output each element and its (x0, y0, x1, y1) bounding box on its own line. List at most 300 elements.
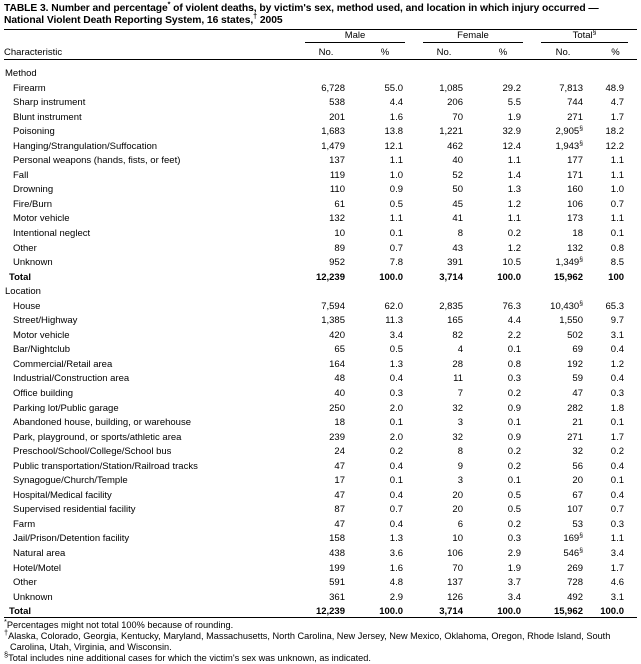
cell-female-no: 41 (452, 213, 463, 225)
cell-male-pct: 12.1 (384, 140, 403, 152)
cell-female-no: 4 (457, 344, 463, 356)
row-label: Street/Highway (13, 315, 78, 327)
cell-total-pct: 1.0 (610, 184, 625, 196)
cell-male-pct: 0.4 (389, 373, 403, 385)
table-row (4, 254, 637, 269)
cell-female-pct: 1.3 (507, 184, 521, 196)
cell-male-pct: 3.4 (389, 329, 403, 341)
title-footnote-marker-asterisk: * (167, 0, 171, 9)
cell-female-no: 50 (452, 184, 463, 196)
cell-total-no: 10,430§ (550, 299, 583, 312)
row-label: Natural area (13, 548, 66, 559)
cell-female-pct: 0.3 (507, 533, 521, 545)
cell-total-pct: 48.9 (605, 82, 625, 94)
cell-female-pct: 0.2 (507, 460, 521, 472)
cell-female-no: 8 (457, 227, 463, 239)
table-row (4, 472, 637, 487)
cell-total-no: 47 (572, 387, 583, 399)
cell-female-pct: 3.4 (507, 591, 521, 603)
cell-male-no: 538 (329, 97, 345, 109)
cell-male-no: 438 (329, 548, 345, 559)
cell-total-pct: 4.7 (610, 97, 625, 109)
cell-female-no: 3,714 (439, 606, 463, 618)
cell-total-pct: 100.0 (600, 606, 625, 618)
table-row (4, 239, 637, 254)
cell-male-pct: 1.3 (389, 358, 403, 370)
cell-female-pct: 1.2 (507, 242, 521, 254)
column-group-female-label: Female (423, 30, 523, 43)
cell-female-pct: 0.2 (507, 518, 521, 530)
cell-total-pct: 0.4 (610, 460, 625, 472)
table-row (4, 123, 637, 138)
cell-female-no: 126 (447, 591, 463, 603)
table-header-groups (4, 30, 637, 44)
table-row (4, 94, 637, 109)
cell-female-pct: 0.8 (507, 358, 521, 370)
cell-female-pct: 1.1 (507, 155, 521, 167)
cell-female-no: 28 (452, 358, 463, 370)
cell-female-pct: 5.5 (507, 97, 521, 109)
cell-female-no: 206 (447, 97, 463, 109)
table-row (4, 559, 637, 574)
cell-female-no: 10 (452, 533, 463, 545)
row-label: Park, playground, or sports/athletic area (13, 431, 182, 443)
cell-male-no: 6,728 (321, 82, 345, 94)
cell-female-pct: 10.5 (502, 257, 521, 269)
cell-total-no: 502 (567, 329, 583, 341)
cell-total-pct: 1.1 (610, 169, 625, 181)
cell-female-pct: 0.1 (507, 344, 521, 356)
cell-female-pct: 1.9 (507, 111, 521, 123)
cell-total-pct: 0.4 (610, 344, 625, 356)
cell-female-pct: 0.5 (507, 504, 521, 516)
row-label: Fall (13, 169, 29, 181)
row-label: Farm (13, 518, 36, 530)
row-label: Public transportation/Station/Railroad tracks (13, 460, 198, 472)
cell-male-pct: 4.8 (389, 577, 403, 589)
cell-male-no: 591 (329, 577, 345, 589)
table-row (4, 588, 637, 603)
cell-male-no: 40 (334, 387, 345, 399)
row-label: Unknown (13, 591, 53, 603)
cell-male-no: 47 (334, 460, 345, 472)
row-label: Hospital/Medical facility (13, 489, 112, 501)
cell-male-pct: 1.3 (389, 533, 403, 545)
cell-total-pct: 3.1 (610, 329, 625, 341)
cell-male-pct: 11.3 (385, 315, 403, 327)
cell-male-pct: 3.6 (389, 548, 403, 559)
cell-total-pct: 65.3 (605, 300, 625, 312)
cell-male-pct: 55.0 (384, 82, 403, 94)
cell-total-no: 1,943§ (555, 139, 583, 152)
footnotes (4, 617, 637, 664)
cell-male-no: 1,479 (321, 140, 345, 152)
cell-female-pct: 4.4 (507, 315, 521, 327)
cell-total-pct: 1.1 (610, 155, 625, 167)
cell-male-no: 65 (334, 344, 345, 356)
cell-male-pct: 0.5 (389, 344, 403, 356)
cell-total-no-sup: § (579, 299, 583, 307)
cell-male-no: 952 (329, 257, 345, 269)
table-row (4, 399, 637, 414)
table-row (4, 341, 637, 356)
cell-male-no: 110 (329, 184, 345, 196)
row-label: Unknown (13, 257, 53, 269)
table-row (4, 428, 637, 443)
cell-total-no: 173 (567, 213, 583, 225)
cell-male-no: 17 (334, 475, 345, 487)
cell-female-pct: 1.9 (507, 562, 521, 574)
table-row (4, 486, 637, 501)
footnote-2-cont: Carolina, Utah, Virginia, and Wisconsin. (10, 642, 172, 652)
cell-female-no: 1,221 (439, 126, 463, 138)
cell-male-no: 201 (329, 111, 345, 123)
cell-total-no: 69 (572, 344, 583, 356)
section-header-row (4, 283, 637, 298)
table-row (4, 574, 637, 589)
column-group-total (532, 30, 637, 44)
cell-female-no: 3,714 (439, 271, 463, 283)
cell-total-pct: 0.1 (610, 475, 625, 487)
column-group-total-label: Total§ (541, 30, 628, 43)
cell-total-no: 269 (567, 562, 583, 574)
row-label: Fire/Burn (13, 198, 53, 210)
cell-total-no: 21 (572, 417, 583, 429)
cell-male-pct: 1.6 (389, 111, 403, 123)
cell-female-pct: 29.2 (502, 82, 521, 94)
cell-female-pct: 100.0 (497, 271, 521, 283)
cell-male-pct: 2.0 (389, 431, 403, 443)
row-label: Motor vehicle (13, 329, 70, 341)
cell-total-no: 7,813 (559, 82, 583, 94)
cell-male-pct: 7.8 (389, 257, 403, 269)
cell-male-pct: 0.3 (389, 387, 403, 399)
cell-total-pct: 1.2 (610, 358, 625, 370)
cell-total-no: 15,962 (553, 606, 583, 618)
cell-total-pct: 9.7 (610, 315, 625, 327)
cell-total-no: 53 (572, 518, 583, 530)
cell-total-no: 546§ (563, 546, 583, 559)
column-group-male-label: Male (305, 30, 405, 43)
cell-female-pct: 2.2 (507, 329, 521, 341)
table-row (4, 108, 637, 123)
cell-total-no-sup: § (579, 546, 583, 554)
table-row (4, 195, 637, 210)
row-label: Synagogue/Church/Temple (13, 475, 128, 487)
cell-female-no: 165 (447, 315, 463, 327)
cell-female-no: 8 (457, 446, 463, 458)
cell-female-no: 6 (457, 518, 463, 530)
cell-total-no: 744 (567, 97, 583, 109)
cell-male-no: 18 (334, 417, 345, 429)
cell-total-no-sup: § (579, 139, 583, 147)
footnote-3-marker: § (4, 649, 9, 659)
table-row (4, 355, 637, 370)
cell-male-no: 119 (329, 169, 345, 181)
cell-total-pct: 1.8 (610, 402, 625, 414)
table-row (4, 515, 637, 530)
cell-male-pct: 100.0 (379, 606, 403, 618)
cell-female-no: 3 (457, 417, 463, 429)
cell-total-no: 18 (572, 227, 583, 239)
row-label: Intentional neglect (13, 227, 91, 239)
footnote-2 (4, 628, 637, 653)
footnote-1-text: Percentages might not total 100% because of rounding. (6, 620, 234, 631)
cell-total-no: 59 (572, 373, 583, 385)
cell-female-no: 82 (452, 329, 463, 341)
cell-male-pct: 0.5 (389, 198, 403, 210)
cell-male-pct: 0.4 (389, 489, 403, 501)
row-label: Total (9, 606, 31, 618)
cell-male-no: 158 (329, 533, 345, 545)
cell-female-pct: 0.9 (507, 402, 521, 414)
header-female-no: No. (436, 47, 452, 59)
cell-male-no: 12,239 (315, 606, 345, 618)
row-label: Drowning (13, 184, 54, 196)
cell-total-pct: 12.2 (605, 140, 625, 152)
table-body (4, 30, 637, 618)
cell-female-no: 106 (447, 548, 463, 559)
cell-total-pct: 1.7 (610, 111, 625, 123)
cell-male-no: 47 (334, 518, 345, 530)
cell-male-pct: 0.4 (389, 518, 403, 530)
cell-male-pct: 0.4 (389, 460, 403, 472)
cell-male-no: 132 (329, 213, 345, 225)
cell-total-no: 107 (567, 504, 583, 516)
section-label: Location (5, 286, 41, 298)
cell-total-no: 171 (567, 169, 583, 181)
cell-female-no: 1,085 (439, 82, 463, 94)
table-bottom-rule (4, 617, 637, 618)
cell-total-pct: 0.1 (610, 227, 625, 239)
table-row (4, 370, 637, 385)
cell-total-pct: 1.1 (610, 213, 625, 225)
cell-male-pct: 62.0 (384, 300, 403, 312)
cell-total-pct: 0.2 (610, 446, 625, 458)
section-total-row (4, 603, 637, 618)
cell-total-no: 20 (572, 475, 583, 487)
cell-total-pct: 0.7 (610, 504, 625, 516)
cell-male-pct: 1.6 (389, 562, 403, 574)
cell-male-pct: 1.0 (389, 169, 403, 181)
cell-male-no: 164 (329, 358, 345, 370)
title-line-1 (4, 0, 637, 15)
section-total-row (4, 268, 637, 283)
table-row (4, 210, 637, 225)
cell-male-pct: 0.1 (389, 227, 403, 239)
row-label: Motor vehicle (13, 213, 70, 225)
cell-female-no: 11 (453, 373, 463, 385)
cell-female-no: 9 (457, 460, 463, 472)
cell-male-pct: 13.8 (384, 126, 403, 138)
table-row (4, 544, 637, 559)
header-male-no: No. (318, 47, 334, 59)
row-label: Personal weapons (hands, fists, or feet) (13, 155, 181, 167)
cell-female-no: 43 (452, 242, 463, 254)
cell-female-pct: 1.2 (507, 198, 521, 210)
cell-total-no: 67 (572, 489, 583, 501)
table-row (4, 166, 637, 181)
cell-female-pct: 0.1 (507, 417, 521, 429)
section-label: Method (5, 67, 37, 79)
cell-male-no: 48 (334, 373, 345, 385)
cell-total-pct: 0.1 (610, 417, 625, 429)
footnote-3 (4, 649, 637, 664)
cell-male-pct: 2.9 (389, 591, 403, 603)
cell-total-pct: 0.3 (610, 518, 625, 530)
header-spacer (4, 30, 296, 44)
cell-female-pct: 0.1 (507, 475, 521, 487)
cell-total-no: 1,550 (559, 315, 583, 327)
row-label: Bar/Nightclub (13, 344, 71, 356)
row-label: Blunt instrument (13, 111, 82, 123)
cell-male-pct: 0.1 (389, 417, 403, 429)
cell-female-no: 40 (452, 155, 463, 167)
cell-total-no: 271 (567, 431, 583, 443)
cell-male-no: 10 (334, 227, 345, 239)
cell-total-pct: 1.7 (610, 562, 625, 574)
cell-female-no: 20 (452, 489, 463, 501)
cell-male-no: 89 (334, 242, 345, 254)
cell-female-pct: 12.4 (502, 140, 521, 152)
cell-female-no: 462 (447, 140, 463, 152)
cell-female-no: 391 (447, 257, 463, 269)
header-male-pct: % (380, 47, 390, 59)
violent-deaths-table (4, 30, 637, 618)
cell-male-pct: 4.4 (389, 97, 403, 109)
cell-male-pct: 0.2 (389, 446, 403, 458)
cell-female-no: 70 (452, 562, 463, 574)
header-female-pct: % (498, 47, 508, 59)
cell-male-no: 87 (334, 504, 345, 516)
cell-male-pct: 100.0 (379, 271, 403, 283)
cell-female-pct: 1.4 (507, 169, 521, 181)
cell-total-pct: 0.4 (610, 373, 625, 385)
cell-total-no: 271 (567, 111, 583, 123)
cell-total-pct: 3.4 (610, 548, 625, 559)
row-label: Other (13, 242, 37, 254)
cell-total-no-sup: § (579, 532, 583, 540)
cell-total-pct: 3.1 (610, 591, 625, 603)
row-label: Sharp instrument (13, 97, 86, 109)
cell-male-no: 47 (334, 489, 345, 501)
title-line-1-a: TABLE 3. Number and percentage (4, 3, 168, 14)
table-header-subcolumns (4, 44, 637, 59)
column-group-total-sup: § (592, 29, 597, 37)
footnote-1-marker: * (4, 617, 7, 627)
row-label: Poisoning (13, 126, 55, 138)
cell-female-no: 2,835 (439, 300, 463, 312)
title-line-1-b: of violent deaths, by victim's sex, method used, and location in which injury occurred — (170, 3, 599, 14)
cell-male-no: 361 (329, 591, 345, 603)
header-characteristic: Characteristic (4, 47, 63, 59)
cell-female-no: 137 (447, 577, 463, 589)
cell-male-no: 24 (334, 446, 345, 458)
cell-female-pct: 1.1 (507, 213, 521, 225)
cell-male-no: 137 (329, 155, 345, 167)
title-line-2-a: National Violent Death Reporting System, 16 states, (4, 15, 254, 27)
cell-total-no: 56 (572, 460, 583, 472)
cell-total-pct: 8.5 (610, 257, 625, 269)
row-label: Commercial/Retail area (13, 358, 113, 370)
row-label: Jail/Prison/Detention facility (13, 533, 130, 545)
row-label: Parking lot/Public garage (13, 402, 119, 414)
cell-female-pct: 0.9 (507, 431, 521, 443)
cell-total-no: 2,905§ (555, 124, 583, 138)
header-total-pct: % (611, 47, 620, 59)
cell-total-pct: 18.2 (605, 126, 625, 138)
cell-total-pct: 0.4 (610, 489, 625, 501)
row-label: Firearm (13, 82, 46, 94)
table-row (4, 79, 637, 94)
cell-male-pct: 2.0 (389, 402, 403, 414)
footnote-2-marker: † (4, 628, 9, 638)
cell-male-no: 199 (329, 562, 345, 574)
cell-female-pct: 0.3 (507, 373, 521, 385)
cell-female-no: 32 (452, 402, 463, 414)
cell-male-pct: 0.9 (389, 184, 403, 196)
cell-male-no: 250 (329, 402, 345, 414)
cell-female-pct: 0.2 (507, 387, 521, 399)
table-row (4, 530, 637, 545)
table-row (4, 457, 637, 472)
cell-female-no: 52 (452, 169, 463, 181)
cell-total-no: 169§ (563, 532, 583, 545)
cell-male-no: 1,683 (321, 126, 345, 138)
cell-total-no: 177 (567, 155, 583, 167)
cell-male-no: 61 (334, 198, 345, 210)
cell-total-no: 282 (567, 402, 583, 414)
cell-total-pct: 0.7 (610, 198, 625, 210)
table-row (4, 224, 637, 239)
cell-male-no: 420 (329, 329, 345, 341)
cell-female-pct: 2.9 (507, 548, 521, 559)
cell-total-no: 1,349§ (555, 255, 583, 269)
row-label: Preschool/School/College/School bus (13, 446, 172, 458)
cell-female-pct: 0.2 (507, 446, 521, 458)
cell-total-no: 728 (567, 577, 583, 589)
cell-total-no: 132 (567, 242, 583, 254)
row-label: Total (9, 271, 31, 283)
cell-total-no: 106 (567, 198, 583, 210)
cell-female-no: 20 (452, 504, 463, 516)
cell-total-pct: 100 (608, 271, 625, 283)
cell-male-pct: 0.7 (389, 504, 403, 516)
table-row (4, 326, 637, 341)
table-row (4, 181, 637, 196)
cell-female-no: 45 (452, 198, 463, 210)
cell-total-pct: 1.1 (610, 533, 625, 545)
row-label: Other (13, 577, 37, 589)
footnote-1 (4, 617, 637, 631)
cell-female-no: 7 (457, 387, 463, 399)
cell-female-no: 70 (452, 111, 463, 123)
title-footnote-marker-dagger: † (253, 11, 258, 21)
table-row (4, 443, 637, 458)
cell-total-no: 32 (572, 446, 583, 458)
cell-total-no: 15,962 (553, 271, 583, 283)
table-row (4, 414, 637, 429)
cell-female-pct: 32.9 (502, 126, 521, 138)
cell-female-pct: 3.7 (507, 577, 521, 589)
column-group-male (296, 30, 414, 44)
cell-total-no: 492 (567, 591, 583, 603)
cell-female-no: 32 (452, 431, 463, 443)
row-label: Abandoned house, building, or warehouse (13, 417, 191, 429)
cell-total-pct: 4.6 (610, 577, 625, 589)
page-title (4, 0, 637, 27)
footnote-2-text: Alaska, Colorado, Georgia, Kentucky, Maryland, Massachusetts, North Carolina, New Jersey, New Mexico, Oklahoma, Oregon, Rhode Island, South (8, 631, 611, 642)
